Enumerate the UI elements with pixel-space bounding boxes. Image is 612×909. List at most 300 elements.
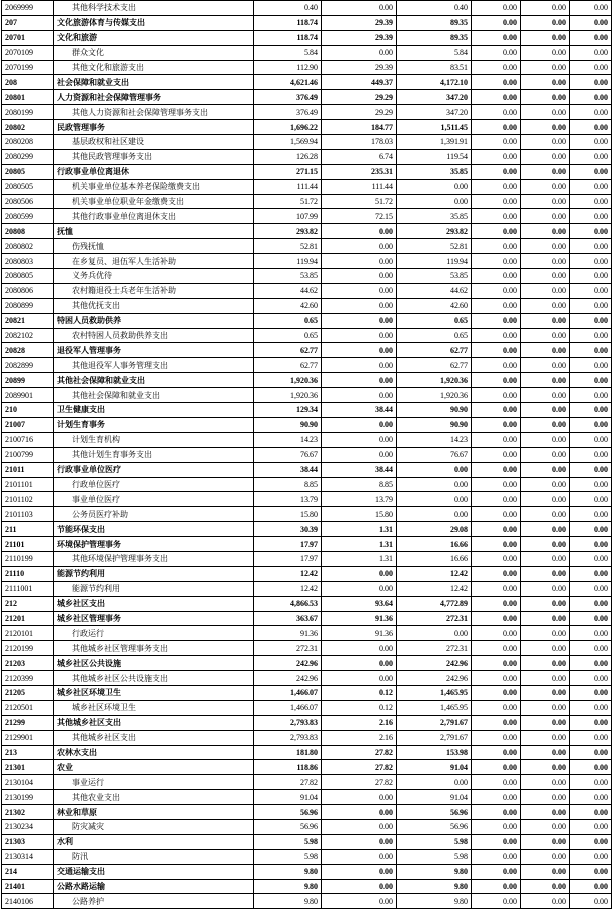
total-cell: 44.62 [254, 283, 322, 298]
code-cell: 2130234 [2, 819, 54, 834]
project-cell: 119.94 [397, 254, 472, 269]
basic-cell: 0.00 [322, 224, 397, 239]
col6-cell: 0.00 [472, 105, 521, 120]
col6-cell: 0.00 [472, 45, 521, 60]
col6-cell: 0.00 [472, 239, 521, 254]
code-cell: 2130104 [2, 775, 54, 790]
col7-cell: 0.00 [521, 343, 570, 358]
name-cell: 其他优抚支出 [54, 298, 254, 313]
project-cell: 12.42 [397, 581, 472, 596]
table-row [2, 611, 612, 626]
col8-cell: 0.00 [570, 477, 612, 492]
basic-cell: 0.00 [322, 358, 397, 373]
project-cell: 16.66 [397, 551, 472, 566]
col6-cell: 0.00 [472, 75, 521, 90]
basic-cell: 27.82 [322, 775, 397, 790]
name-cell: 事业单位医疗 [54, 492, 254, 507]
name-cell: 城乡社区公共设施 [54, 656, 254, 671]
col8-cell: 0.00 [570, 730, 612, 745]
total-cell: 376.49 [254, 90, 322, 105]
col7-cell: 0.00 [521, 611, 570, 626]
project-cell: 35.85 [397, 164, 472, 179]
basic-cell: 1.31 [322, 537, 397, 552]
code-cell: 2080806 [2, 283, 54, 298]
basic-cell: 6.74 [322, 149, 397, 164]
basic-cell: 111.44 [322, 179, 397, 194]
table-row [2, 656, 612, 671]
col6-cell: 0.00 [472, 879, 521, 894]
table-row [2, 894, 612, 909]
col8-cell: 0.00 [570, 30, 612, 45]
project-cell: 53.85 [397, 269, 472, 284]
col6-cell: 0.00 [472, 626, 521, 641]
col6-cell: 0.00 [472, 164, 521, 179]
col7-cell: 0.00 [521, 417, 570, 432]
col6-cell: 0.00 [472, 894, 521, 909]
name-cell: 计划生育事务 [54, 417, 254, 432]
col8-cell: 0.00 [570, 596, 612, 611]
col8-cell: 0.00 [570, 90, 612, 105]
col7-cell: 0.00 [521, 805, 570, 820]
col8-cell: 0.00 [570, 120, 612, 135]
col7-cell: 0.00 [521, 179, 570, 194]
table-row [2, 700, 612, 715]
code-cell: 21011 [2, 462, 54, 477]
col7-cell: 0.00 [521, 730, 570, 745]
code-cell: 2120501 [2, 700, 54, 715]
col7-cell: 0.00 [521, 149, 570, 164]
col8-cell: 0.00 [570, 209, 612, 224]
project-cell: 4,772.89 [397, 596, 472, 611]
basic-cell: 91.36 [322, 611, 397, 626]
col6-cell: 0.00 [472, 462, 521, 477]
code-cell: 208 [2, 75, 54, 90]
name-cell: 文化和旅游 [54, 30, 254, 45]
project-cell: 29.08 [397, 522, 472, 537]
project-cell: 52.81 [397, 239, 472, 254]
code-cell: 211 [2, 522, 54, 537]
col8-cell: 0.00 [570, 343, 612, 358]
code-cell: 20821 [2, 313, 54, 328]
basic-cell: 0.00 [322, 864, 397, 879]
code-cell: 21007 [2, 417, 54, 432]
total-cell: 12.42 [254, 581, 322, 596]
col8-cell: 0.00 [570, 611, 612, 626]
col7-cell: 0.00 [521, 45, 570, 60]
table-row [2, 388, 612, 403]
code-cell: 2089901 [2, 388, 54, 403]
basic-cell: 0.00 [322, 45, 397, 60]
code-cell: 2069999 [2, 1, 54, 16]
total-cell: 271.15 [254, 164, 322, 179]
name-cell: 水利 [54, 834, 254, 849]
table-row [2, 15, 612, 30]
col7-cell: 0.00 [521, 254, 570, 269]
table-row [2, 626, 612, 641]
total-cell: 111.44 [254, 179, 322, 194]
basic-cell: 0.00 [322, 239, 397, 254]
basic-cell: 0.00 [322, 566, 397, 581]
col8-cell: 0.00 [570, 388, 612, 403]
name-cell: 能源节约利用 [54, 566, 254, 581]
col7-cell: 0.00 [521, 596, 570, 611]
basic-cell: 2.16 [322, 730, 397, 745]
project-cell: 56.96 [397, 805, 472, 820]
col7-cell: 0.00 [521, 819, 570, 834]
total-cell: 0.65 [254, 313, 322, 328]
name-cell: 其他民政管理事务支出 [54, 149, 254, 164]
total-cell: 9.80 [254, 864, 322, 879]
col8-cell: 0.00 [570, 522, 612, 537]
total-cell: 118.74 [254, 15, 322, 30]
total-cell: 112.90 [254, 60, 322, 75]
table-row [2, 224, 612, 239]
basic-cell: 29.29 [322, 90, 397, 105]
total-cell: 2,793.83 [254, 715, 322, 730]
total-cell: 4,866.53 [254, 596, 322, 611]
col6-cell: 0.00 [472, 135, 521, 150]
basic-cell: 0.00 [322, 819, 397, 834]
code-cell: 2110199 [2, 551, 54, 566]
col7-cell: 0.00 [521, 298, 570, 313]
table-row [2, 671, 612, 686]
project-cell: 0.00 [397, 477, 472, 492]
total-cell: 27.82 [254, 775, 322, 790]
project-cell: 44.62 [397, 283, 472, 298]
table-row [2, 149, 612, 164]
code-cell: 21401 [2, 879, 54, 894]
col6-cell: 0.00 [472, 641, 521, 656]
table-row [2, 254, 612, 269]
total-cell: 13.79 [254, 492, 322, 507]
table-row [2, 179, 612, 194]
basic-cell: 29.39 [322, 60, 397, 75]
col7-cell: 0.00 [521, 15, 570, 30]
total-cell: 1,696.22 [254, 120, 322, 135]
col8-cell: 0.00 [570, 432, 612, 447]
basic-cell: 0.00 [322, 283, 397, 298]
code-cell: 2120399 [2, 671, 54, 686]
table-body [2, 1, 612, 909]
table-row [2, 75, 612, 90]
basic-cell: 0.00 [322, 328, 397, 343]
code-cell: 2120199 [2, 641, 54, 656]
basic-cell: 0.00 [322, 879, 397, 894]
total-cell: 17.97 [254, 537, 322, 552]
basic-cell: 0.00 [322, 343, 397, 358]
name-cell: 社会保障和就业支出 [54, 75, 254, 90]
project-cell: 90.90 [397, 417, 472, 432]
code-cell: 2080506 [2, 194, 54, 209]
total-cell: 272.31 [254, 641, 322, 656]
total-cell: 30.39 [254, 522, 322, 537]
col7-cell: 0.00 [521, 120, 570, 135]
col8-cell: 0.00 [570, 537, 612, 552]
total-cell: 56.96 [254, 805, 322, 820]
name-cell: 公路养护 [54, 894, 254, 909]
col6-cell: 0.00 [472, 209, 521, 224]
col7-cell: 0.00 [521, 328, 570, 343]
code-cell: 2100799 [2, 447, 54, 462]
table-row [2, 819, 612, 834]
table-row [2, 120, 612, 135]
basic-cell: 38.44 [322, 462, 397, 477]
code-cell: 20808 [2, 224, 54, 239]
table-row [2, 239, 612, 254]
basic-cell: 93.64 [322, 596, 397, 611]
col7-cell: 0.00 [521, 283, 570, 298]
col7-cell: 0.00 [521, 269, 570, 284]
total-cell: 1,466.07 [254, 685, 322, 700]
basic-cell: 0.12 [322, 700, 397, 715]
code-cell: 20802 [2, 120, 54, 135]
table-row [2, 313, 612, 328]
project-cell: 62.77 [397, 358, 472, 373]
col6-cell: 0.00 [472, 685, 521, 700]
project-cell: 2,791.67 [397, 715, 472, 730]
col6-cell: 0.00 [472, 805, 521, 820]
total-cell: 118.86 [254, 760, 322, 775]
col6-cell: 0.00 [472, 834, 521, 849]
project-cell: 5.84 [397, 45, 472, 60]
total-cell: 17.97 [254, 551, 322, 566]
col6-cell: 0.00 [472, 432, 521, 447]
col8-cell: 0.00 [570, 447, 612, 462]
project-cell: 153.98 [397, 745, 472, 760]
table-row [2, 30, 612, 45]
col7-cell: 0.00 [521, 775, 570, 790]
total-cell: 1,466.07 [254, 700, 322, 715]
code-cell: 21203 [2, 656, 54, 671]
project-cell: 119.54 [397, 149, 472, 164]
code-cell: 2080599 [2, 209, 54, 224]
project-cell: 2,791.67 [397, 730, 472, 745]
project-cell: 0.00 [397, 492, 472, 507]
col8-cell: 0.00 [570, 626, 612, 641]
col8-cell: 0.00 [570, 790, 612, 805]
total-cell: 363.67 [254, 611, 322, 626]
name-cell: 行政单位医疗 [54, 477, 254, 492]
basic-cell: 72.15 [322, 209, 397, 224]
table-row [2, 462, 612, 477]
table-row [2, 447, 612, 462]
col6-cell: 0.00 [472, 492, 521, 507]
table-row [2, 715, 612, 730]
basic-cell: 0.00 [322, 894, 397, 909]
name-cell: 城乡社区环境卫生 [54, 700, 254, 715]
col7-cell: 0.00 [521, 849, 570, 864]
basic-cell: 178.03 [322, 135, 397, 150]
table-row [2, 805, 612, 820]
name-cell: 退役军人管理事务 [54, 343, 254, 358]
col7-cell: 0.00 [521, 864, 570, 879]
code-cell: 20701 [2, 30, 54, 45]
col6-cell: 0.00 [472, 760, 521, 775]
total-cell: 51.72 [254, 194, 322, 209]
col7-cell: 0.00 [521, 60, 570, 75]
name-cell: 计划生育机构 [54, 432, 254, 447]
col6-cell: 0.00 [472, 269, 521, 284]
name-cell: 机关事业单位基本养老保险缴费支出 [54, 179, 254, 194]
table-row [2, 864, 612, 879]
total-cell: 376.49 [254, 105, 322, 120]
name-cell: 农村特困人员救助供养支出 [54, 328, 254, 343]
col7-cell: 0.00 [521, 105, 570, 120]
project-cell: 0.00 [397, 775, 472, 790]
code-cell: 21110 [2, 566, 54, 581]
col7-cell: 0.00 [521, 507, 570, 522]
code-cell: 2101101 [2, 477, 54, 492]
name-cell: 在乡复员、退伍军人生活补助 [54, 254, 254, 269]
col7-cell: 0.00 [521, 834, 570, 849]
name-cell: 其他环境保护管理事务支出 [54, 551, 254, 566]
col6-cell: 0.00 [472, 730, 521, 745]
project-cell: 242.96 [397, 671, 472, 686]
col8-cell: 0.00 [570, 566, 612, 581]
basic-cell: 0.00 [322, 447, 397, 462]
project-cell: 91.04 [397, 760, 472, 775]
basic-cell: 1.31 [322, 522, 397, 537]
name-cell: 城乡社区管理事务 [54, 611, 254, 626]
basic-cell: 1.31 [322, 551, 397, 566]
total-cell: 126.28 [254, 149, 322, 164]
col6-cell: 0.00 [472, 671, 521, 686]
col6-cell: 0.00 [472, 864, 521, 879]
basic-cell: 0.12 [322, 685, 397, 700]
col7-cell: 0.00 [521, 656, 570, 671]
code-cell: 210 [2, 403, 54, 418]
table-row [2, 507, 612, 522]
table-row [2, 551, 612, 566]
project-cell: 0.40 [397, 1, 472, 16]
code-cell: 2129901 [2, 730, 54, 745]
code-cell: 214 [2, 864, 54, 879]
name-cell: 伤残抚恤 [54, 239, 254, 254]
col7-cell: 0.00 [521, 522, 570, 537]
col7-cell: 0.00 [521, 164, 570, 179]
code-cell: 2080299 [2, 149, 54, 164]
name-cell: 其他人力资源和社会保障管理事务支出 [54, 105, 254, 120]
col7-cell: 0.00 [521, 566, 570, 581]
code-cell: 20899 [2, 373, 54, 388]
col7-cell: 0.00 [521, 432, 570, 447]
col6-cell: 0.00 [472, 745, 521, 760]
col7-cell: 0.00 [521, 239, 570, 254]
basic-cell: 38.44 [322, 403, 397, 418]
name-cell: 抚恤 [54, 224, 254, 239]
name-cell: 其他城乡社区支出 [54, 730, 254, 745]
name-cell: 文化旅游体育与传媒支出 [54, 15, 254, 30]
col8-cell: 0.00 [570, 149, 612, 164]
name-cell: 机关事业单位职业年金缴费支出 [54, 194, 254, 209]
project-cell: 0.65 [397, 313, 472, 328]
table-row [2, 522, 612, 537]
total-cell: 1,920.36 [254, 373, 322, 388]
project-cell: 89.35 [397, 30, 472, 45]
basic-cell: 0.00 [322, 656, 397, 671]
col8-cell: 0.00 [570, 849, 612, 864]
col6-cell: 0.00 [472, 477, 521, 492]
col6-cell: 0.00 [472, 790, 521, 805]
table-row [2, 790, 612, 805]
code-cell: 2111001 [2, 581, 54, 596]
table-row [2, 269, 612, 284]
name-cell: 防灾减灾 [54, 819, 254, 834]
project-cell: 35.85 [397, 209, 472, 224]
col8-cell: 0.00 [570, 462, 612, 477]
col6-cell: 0.00 [472, 194, 521, 209]
col6-cell: 0.00 [472, 254, 521, 269]
name-cell: 义务兵优待 [54, 269, 254, 284]
col7-cell: 0.00 [521, 790, 570, 805]
col7-cell: 0.00 [521, 403, 570, 418]
code-cell: 212 [2, 596, 54, 611]
total-cell: 129.34 [254, 403, 322, 418]
name-cell: 其他行政事业单位离退休支出 [54, 209, 254, 224]
col8-cell: 0.00 [570, 641, 612, 656]
total-cell: 53.85 [254, 269, 322, 284]
col6-cell: 0.00 [472, 403, 521, 418]
basic-cell: 0.00 [322, 269, 397, 284]
name-cell: 人力资源和社会保障管理事务 [54, 90, 254, 105]
table-row [2, 45, 612, 60]
total-cell: 91.04 [254, 790, 322, 805]
col8-cell: 0.00 [570, 715, 612, 730]
col8-cell: 0.00 [570, 254, 612, 269]
project-cell: 1,465.95 [397, 700, 472, 715]
col6-cell: 0.00 [472, 656, 521, 671]
name-cell: 节能环保支出 [54, 522, 254, 537]
table-row [2, 417, 612, 432]
total-cell: 56.96 [254, 819, 322, 834]
col6-cell: 0.00 [472, 30, 521, 45]
project-cell: 0.00 [397, 507, 472, 522]
table-row [2, 328, 612, 343]
col6-cell: 0.00 [472, 715, 521, 730]
basic-cell: 2.16 [322, 715, 397, 730]
basic-cell: 184.77 [322, 120, 397, 135]
project-cell: 91.04 [397, 790, 472, 805]
basic-cell: 29.39 [322, 15, 397, 30]
total-cell: 293.82 [254, 224, 322, 239]
total-cell: 181.80 [254, 745, 322, 760]
total-cell: 107.99 [254, 209, 322, 224]
name-cell: 其他农业支出 [54, 790, 254, 805]
col7-cell: 0.00 [521, 388, 570, 403]
name-cell: 卫生健康支出 [54, 403, 254, 418]
table-row [2, 209, 612, 224]
table-row [2, 1, 612, 16]
col8-cell: 0.00 [570, 656, 612, 671]
code-cell: 2080899 [2, 298, 54, 313]
col7-cell: 0.00 [521, 685, 570, 700]
name-cell: 行政事业单位医疗 [54, 462, 254, 477]
col8-cell: 0.00 [570, 269, 612, 284]
project-cell: 14.23 [397, 432, 472, 447]
col7-cell: 0.00 [521, 373, 570, 388]
total-cell: 15.80 [254, 507, 322, 522]
total-cell: 91.36 [254, 626, 322, 641]
name-cell: 林业和草原 [54, 805, 254, 820]
col7-cell: 0.00 [521, 715, 570, 730]
code-cell: 21205 [2, 685, 54, 700]
col7-cell: 0.00 [521, 224, 570, 239]
name-cell: 特困人员救助供养 [54, 313, 254, 328]
col8-cell: 0.00 [570, 879, 612, 894]
col6-cell: 0.00 [472, 373, 521, 388]
total-cell: 52.81 [254, 239, 322, 254]
col6-cell: 0.00 [472, 611, 521, 626]
